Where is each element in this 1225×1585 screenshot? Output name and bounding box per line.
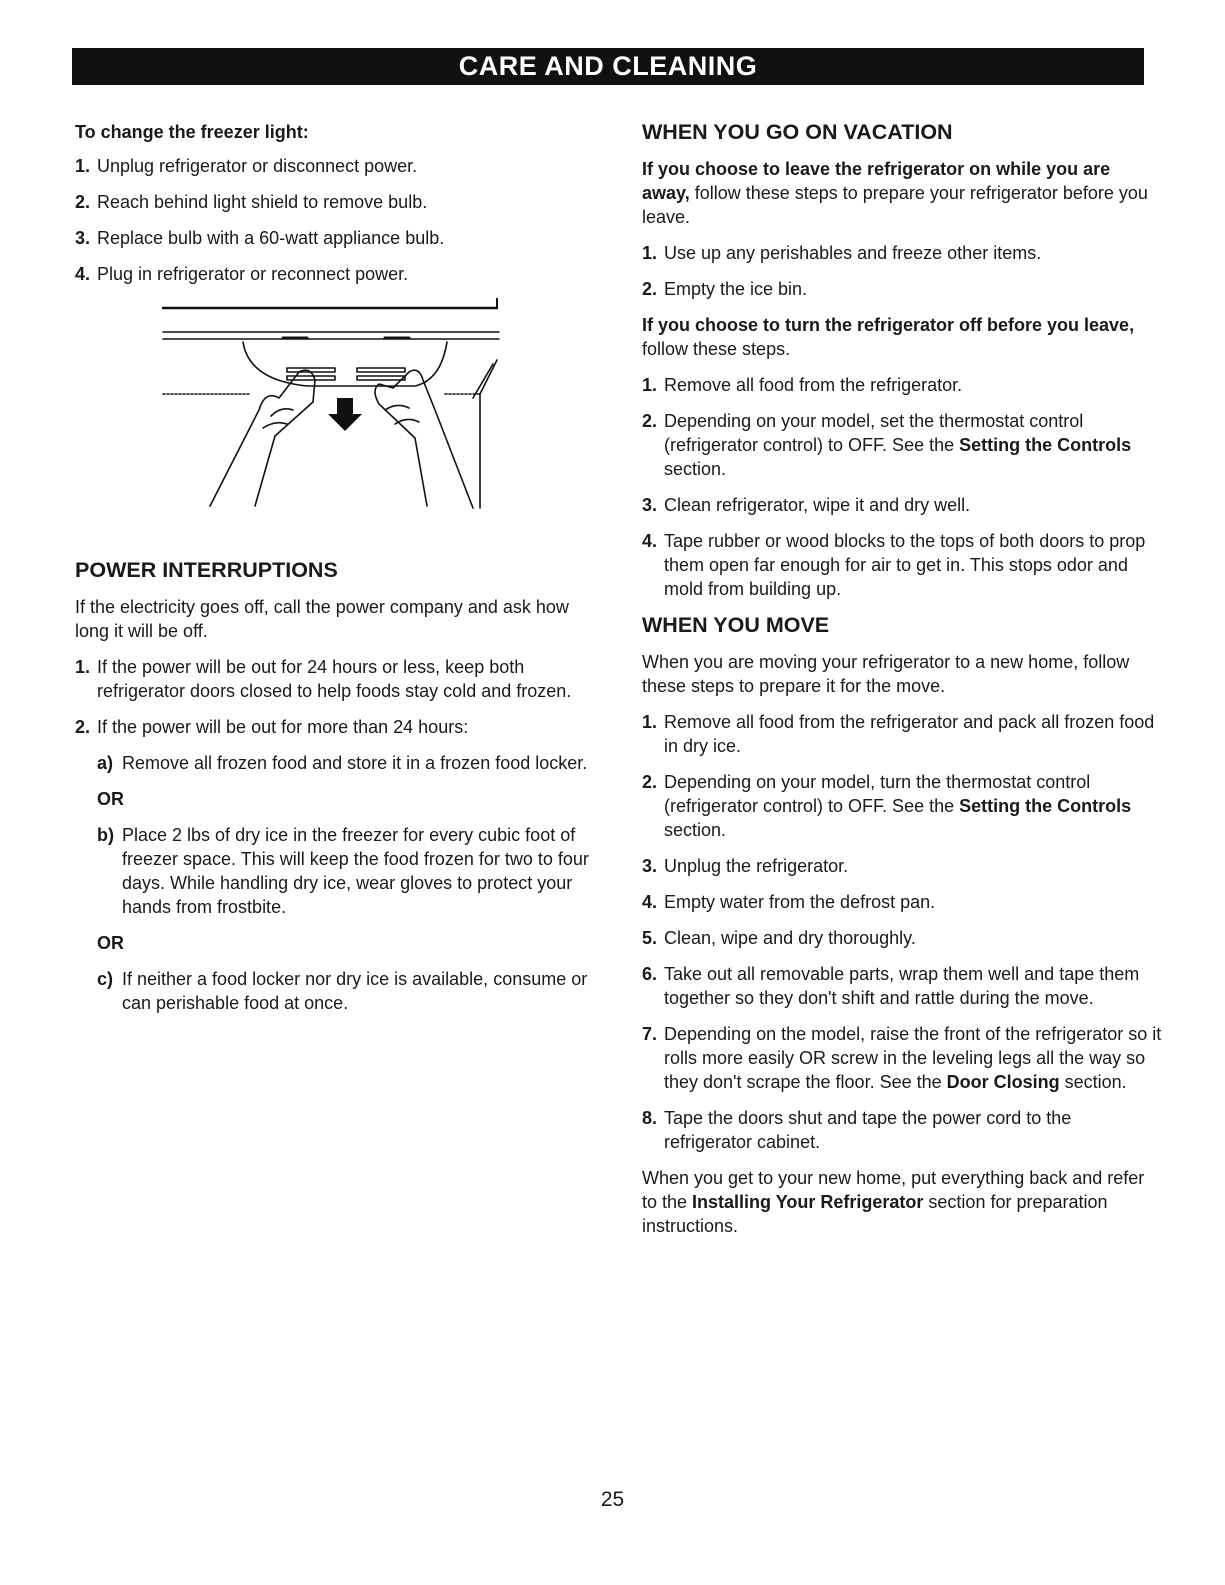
list-item: 4. Tape rubber or wood blocks to the tops of both doors to prop them open far enough for air to get in. This stops odor and mold from building up.	[642, 531, 1146, 599]
list-item: a) Remove all frozen food and store it in a frozen food locker.	[97, 753, 588, 773]
list-item: 3. Unplug the refrigerator.	[642, 856, 849, 876]
move-closing: When you get to your new home, put everything back and refer to the Installing Your Refrigerator section for preparation instructions.	[642, 1168, 1145, 1236]
vacation-intro-on: If you choose to leave the refrigerator on while you are away, follow these steps to prepare your refrigerator before you leave.	[642, 159, 1148, 227]
list-item: 3. Clean refrigerator, wipe it and dry well.	[642, 495, 971, 515]
list-item: 2. Depending on your model, set the thermostat control (refrigerator control) to OFF. See the Setting the Controls section.	[642, 411, 1132, 479]
list-item: 1. Use up any perishables and freeze other items.	[642, 243, 1042, 263]
list-item: 8. Tape the doors shut and tape the power cord to the refrigerator cabinet.	[642, 1108, 1072, 1152]
right-column	[642, 120, 1162, 1250]
list-item: 4. Empty water from the defrost pan.	[642, 892, 936, 912]
power-intro: If the electricity goes off, call the power company and ask how long it will be off.	[75, 597, 569, 641]
freezer-light-illustration	[75, 298, 515, 528]
list-item: 2. Empty the ice bin.	[642, 279, 808, 299]
page-header-banner	[72, 48, 1144, 85]
list-item: c) If neither a food locker nor dry ice is available, consume or can perishable food at once.	[97, 969, 588, 1013]
or-label: OR	[97, 789, 124, 809]
move-heading: WHEN YOU MOVE	[642, 613, 830, 637]
list-item: 2. Reach behind light shield to remove bulb.	[75, 192, 428, 212]
power-heading: POWER INTERRUPTIONS	[75, 558, 338, 582]
list-item: 2. Depending on your model, turn the thermostat control (refrigerator control) to OFF. See the Setting the Controls section.	[642, 772, 1132, 840]
list-item: 1. Remove all food from the refrigerator and pack all frozen food in dry ice.	[642, 712, 1155, 756]
list-item: 5. Clean, wipe and dry thoroughly.	[642, 928, 916, 948]
list-item: 1. If the power will be out for 24 hours or less, keep both refrigerator doors closed to help foods stay cold and frozen.	[75, 657, 572, 701]
list-item: 1. Remove all food from the refrigerator.	[642, 375, 963, 395]
list-item: 1. Unplug refrigerator or disconnect power.	[75, 156, 418, 176]
list-item: 2. If the power will be out for more than 24 hours:	[75, 717, 469, 737]
list-item: 6. Take out all removable parts, wrap them well and tape them together so they don't shift and rattle during the move.	[642, 964, 1140, 1008]
list-item: 4. Plug in refrigerator or reconnect power.	[75, 264, 409, 284]
page-number: 25	[600, 1488, 625, 1511]
vacation-heading: WHEN YOU GO ON VACATION	[642, 120, 953, 144]
left-column	[75, 120, 595, 1027]
list-item: 3. Replace bulb with a 60-watt appliance bulb.	[75, 228, 445, 248]
or-label: OR	[97, 933, 124, 953]
list-item: b) Place 2 lbs of dry ice in the freezer for every cubic foot of freezer space. This will keep the food frozen for two to four days. While handling dry ice, wear gloves to protect your hands from frostbite.	[97, 825, 589, 917]
vacation-intro-off: If you choose to turn the refrigerator off before you leave, follow these steps.	[642, 315, 1135, 359]
page-title: CARE AND CLEANING	[458, 51, 758, 81]
freezer-light-heading: To change the freezer light:	[75, 122, 309, 142]
move-intro: When you are moving your refrigerator to a new home, follow these steps to prepare it for the move.	[642, 652, 1130, 696]
list-item: 7. Depending on the model, raise the front of the refrigerator so it rolls more easily OR screw in the leveling legs all the way so they don't scrape the floor. See the Door Closing section.	[642, 1024, 1162, 1092]
